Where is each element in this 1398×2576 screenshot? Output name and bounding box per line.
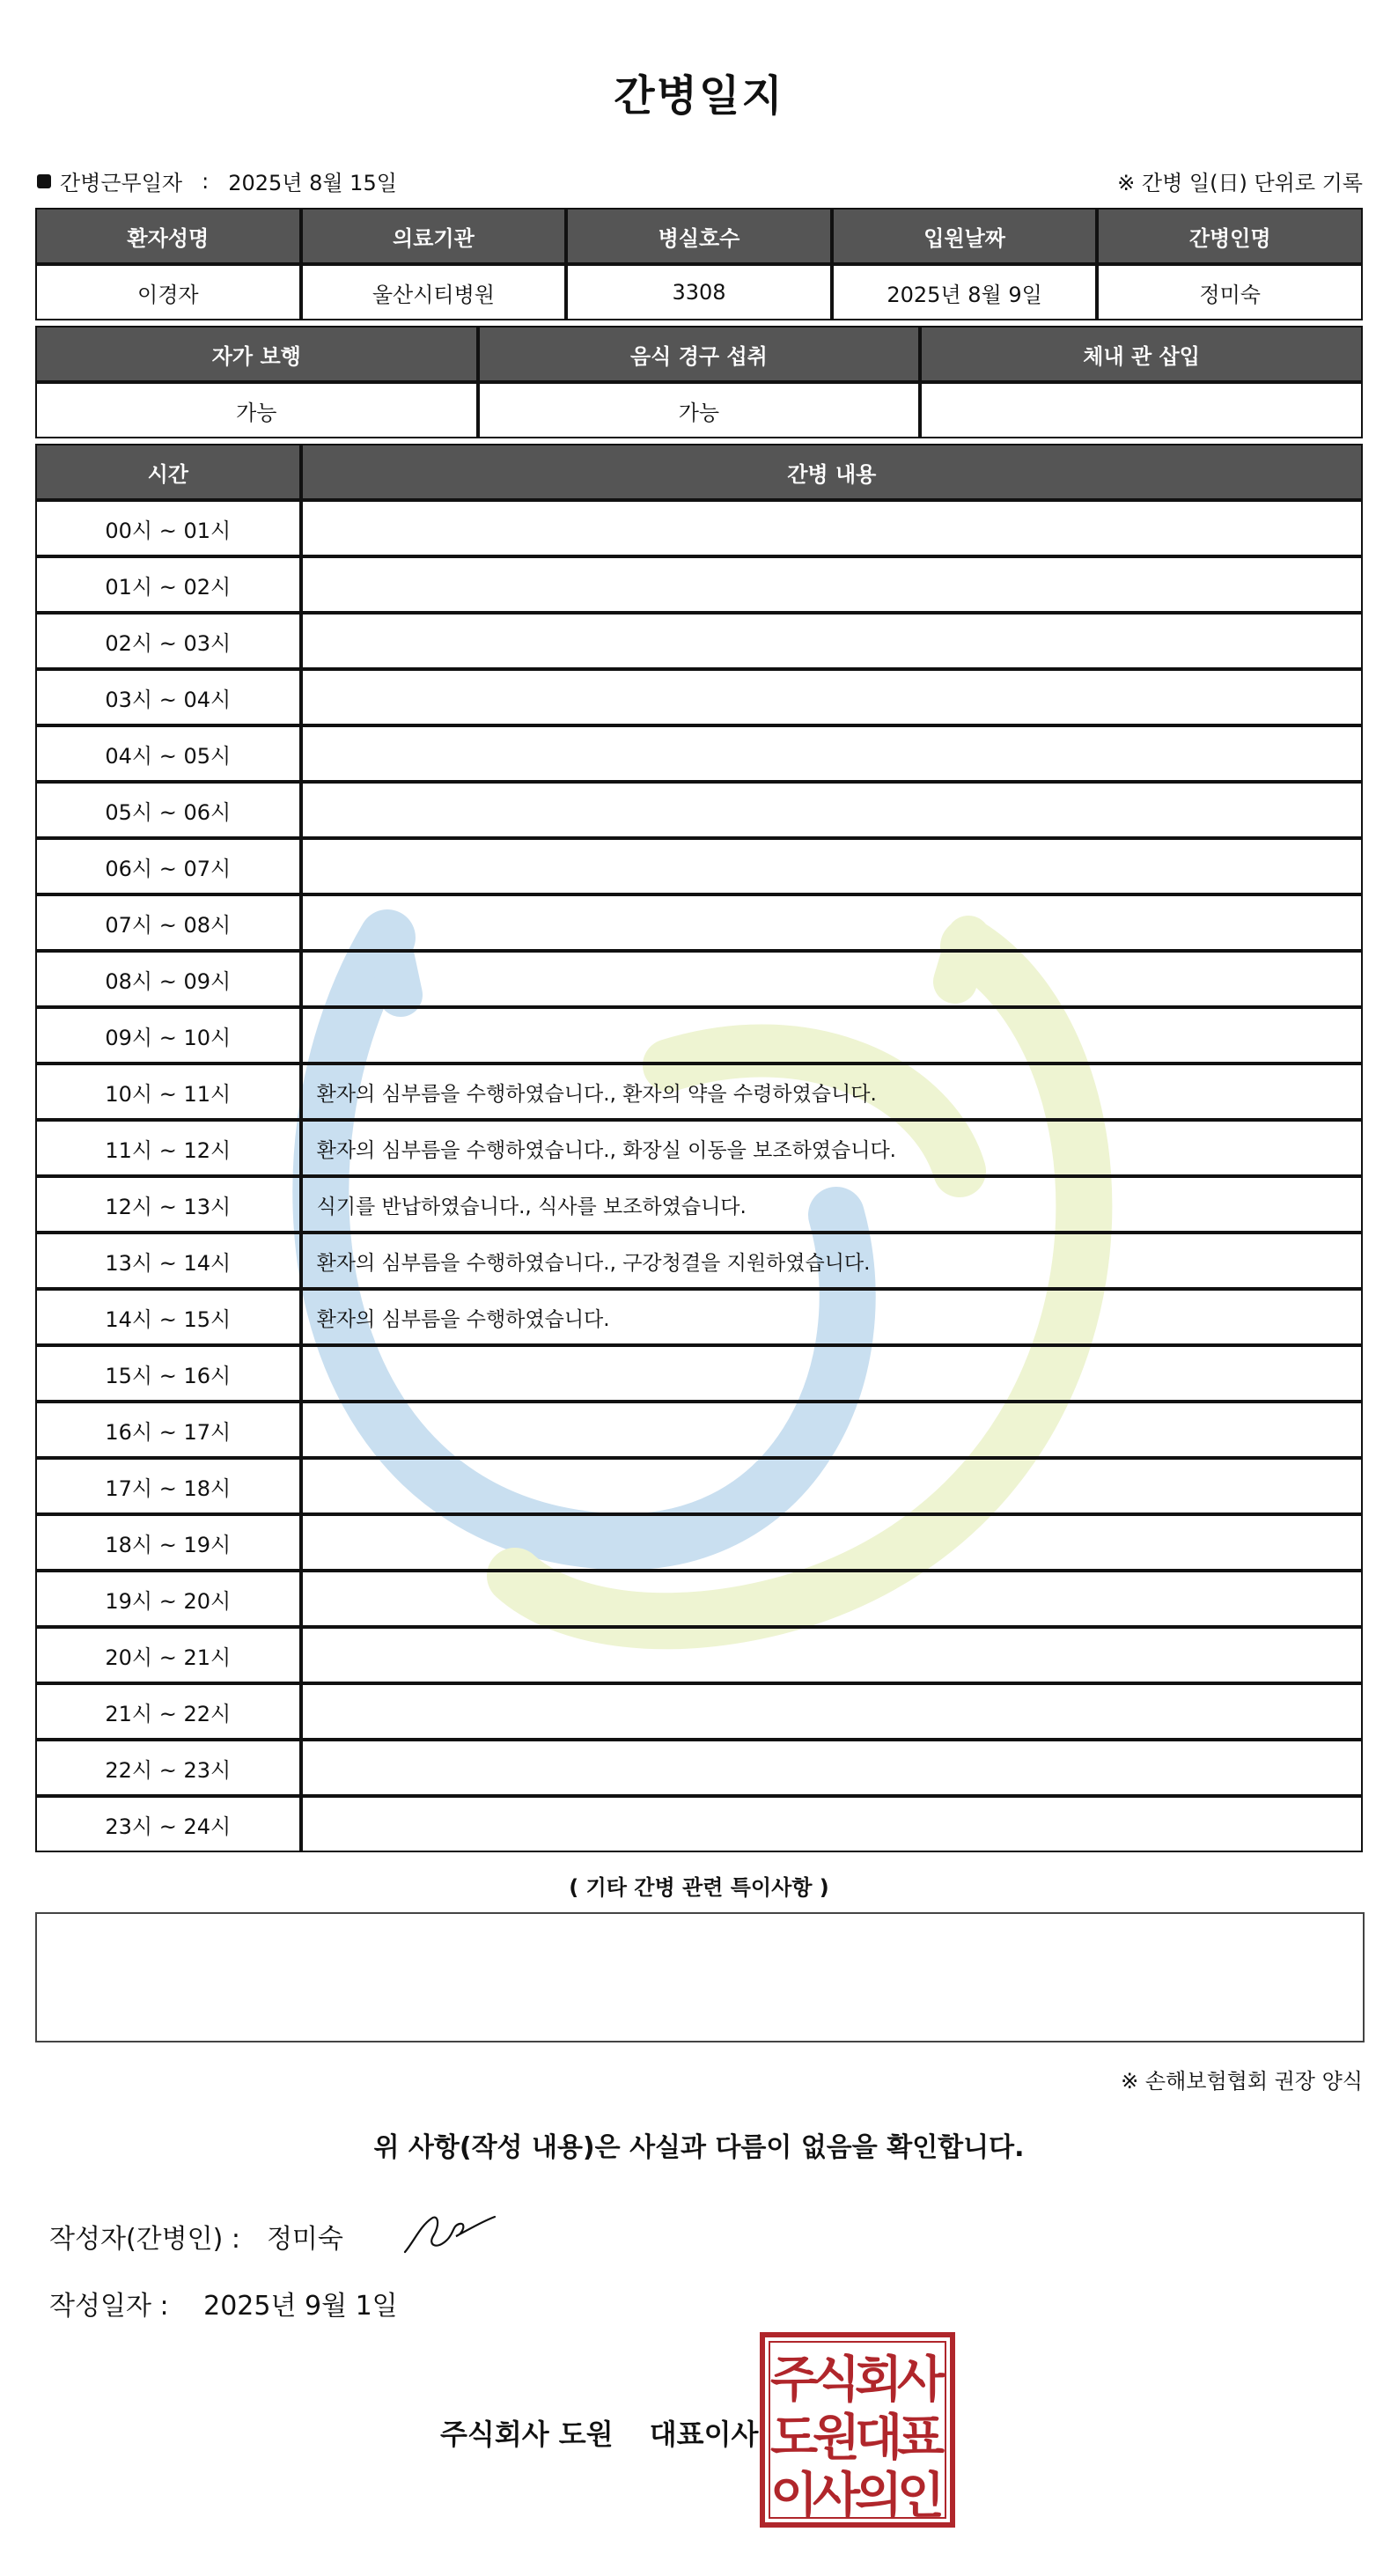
company-role: 대표이사 <box>649 2418 759 2451</box>
time-slot: 10시 ~ 11시 <box>35 1064 301 1120</box>
table-row <box>35 838 1363 894</box>
care-content <box>301 894 1363 951</box>
time-slot: 16시 ~ 17시 <box>35 1402 301 1458</box>
table-row <box>35 1007 1363 1064</box>
table-row <box>35 1120 1363 1176</box>
time-slot: 05시 ~ 06시 <box>35 782 301 838</box>
caregiver-name-value: 정미숙 <box>1097 264 1363 320</box>
table-row <box>35 1233 1363 1289</box>
seal-character: 인 <box>896 2468 945 2525</box>
written-date-label: 작성일자 : <box>49 2291 169 2322</box>
time-slot: 21시 ~ 22시 <box>35 1683 301 1740</box>
table-row <box>35 1740 1363 1796</box>
care-content <box>301 1402 1363 1458</box>
work-date-value: 2025년 8월 15일 <box>228 171 397 195</box>
care-content: 환자의 심부름을 수행하였습니다., 화장실 이동을 보조하였습니다. <box>301 1120 1363 1176</box>
table-row <box>35 725 1363 782</box>
care-content <box>301 500 1363 556</box>
hourly-care-log-body <box>35 500 1363 1852</box>
special-notes-box <box>35 1912 1365 2042</box>
header-patient-name: 환자성명 <box>35 208 301 264</box>
care-content <box>301 1740 1363 1796</box>
care-content <box>301 1345 1363 1402</box>
colon-separator: : <box>202 168 210 194</box>
company-name: 주식회사 도원 <box>440 2418 614 2451</box>
table-row <box>35 894 1363 951</box>
table-row <box>35 1345 1363 1402</box>
table-row <box>35 1571 1363 1627</box>
seal-character: 회 <box>854 2352 903 2409</box>
patient-status-table <box>35 326 1363 438</box>
time-slot: 03시 ~ 04시 <box>35 669 301 725</box>
care-content <box>301 1796 1363 1852</box>
company-signoff <box>440 2412 758 2453</box>
seal-character: 의 <box>854 2468 903 2525</box>
time-slot: 22시 ~ 23시 <box>35 1740 301 1796</box>
time-slot: 17시 ~ 18시 <box>35 1458 301 1514</box>
time-slot: 02시 ~ 03시 <box>35 613 301 669</box>
care-content <box>301 725 1363 782</box>
table-row <box>35 951 1363 1007</box>
table-row <box>35 1514 1363 1571</box>
time-slot: 01시 ~ 02시 <box>35 556 301 613</box>
page-title: 간병일지 <box>614 71 784 121</box>
care-content <box>301 838 1363 894</box>
time-slot: 04시 ~ 05시 <box>35 725 301 782</box>
patient-name-value: 이경자 <box>35 264 301 320</box>
seal-character: 표 <box>896 2410 945 2467</box>
care-content <box>301 1571 1363 1627</box>
care-content <box>301 782 1363 838</box>
time-slot: 19시 ~ 20시 <box>35 1571 301 1627</box>
table-row <box>35 613 1363 669</box>
time-slot: 13시 ~ 14시 <box>35 1233 301 1289</box>
care-content <box>301 1683 1363 1740</box>
time-slot: 11시 ~ 12시 <box>35 1120 301 1176</box>
table-row <box>35 500 1363 556</box>
confirmation-statement: 위 사항(작성 내용)은 사실과 다름이 없음을 확인합니다. <box>373 2132 1025 2163</box>
seal-character: 이 <box>769 2468 819 2525</box>
table-row <box>35 1402 1363 1458</box>
care-content: 환자의 심부름을 수행하였습니다., 환자의 약을 수령하였습니다. <box>301 1064 1363 1120</box>
table-row <box>35 669 1363 725</box>
unit-note: ※ 간병 일(日) 단위로 기록 <box>1117 171 1363 195</box>
writer-label: 작성자(간병인) : <box>49 2224 240 2255</box>
writer-name: 정미숙 <box>266 2224 343 2255</box>
table-row <box>35 1683 1363 1740</box>
care-content: 식기를 반납하였습니다., 식사를 보조하였습니다. <box>301 1176 1363 1233</box>
table-row <box>35 1289 1363 1345</box>
header-hospital: 의료기관 <box>301 208 567 264</box>
tube-insertion-value <box>920 382 1363 438</box>
header-care-content: 간병 내용 <box>301 444 1363 500</box>
header-caregiver-name: 간병인명 <box>1097 208 1363 264</box>
self-walking-value: 가능 <box>35 382 478 438</box>
form-source-note: ※ 손해보험협회 권장 양식 <box>1121 2069 1363 2094</box>
care-content <box>301 613 1363 669</box>
care-content <box>301 1627 1363 1683</box>
time-slot: 20시 ~ 21시 <box>35 1627 301 1683</box>
time-slot: 00시 ~ 01시 <box>35 500 301 556</box>
time-slot: 14시 ~ 15시 <box>35 1289 301 1345</box>
time-slot: 07시 ~ 08시 <box>35 894 301 951</box>
header-tube-insertion: 체내 관 삽입 <box>920 326 1363 382</box>
care-content <box>301 1007 1363 1064</box>
signature-mark <box>401 2206 498 2256</box>
table-row <box>35 782 1363 838</box>
care-content <box>301 1514 1363 1571</box>
work-date-label: 간병근무일자 <box>60 171 183 195</box>
square-bullet-icon <box>37 174 51 188</box>
notes-title: ( 기타 간병 관련 특이사항 ) <box>569 1875 829 1900</box>
time-slot: 12시 ~ 13시 <box>35 1176 301 1233</box>
seal-character: 대 <box>854 2410 903 2467</box>
header-room-number: 병실호수 <box>566 208 832 264</box>
patient-info-table <box>35 208 1363 320</box>
time-slot: 08시 ~ 09시 <box>35 951 301 1007</box>
seal-character: 사 <box>812 2468 861 2525</box>
table-row <box>35 1176 1363 1233</box>
care-content <box>301 951 1363 1007</box>
care-content: 환자의 심부름을 수행하였습니다., 구강청결을 지원하였습니다. <box>301 1233 1363 1289</box>
hospital-value: 울산시티병원 <box>301 264 567 320</box>
table-row <box>35 1627 1363 1683</box>
oral-intake-value: 가능 <box>478 382 921 438</box>
table-row <box>35 1458 1363 1514</box>
time-slot: 06시 ~ 07시 <box>35 838 301 894</box>
header-oral-intake: 음식 경구 섭취 <box>478 326 921 382</box>
seal-character: 도 <box>769 2410 819 2467</box>
table-row <box>35 556 1363 613</box>
header-admission-date: 입원날짜 <box>832 208 1098 264</box>
time-slot: 09시 ~ 10시 <box>35 1007 301 1064</box>
admission-date-value: 2025년 8월 9일 <box>832 264 1098 320</box>
care-content <box>301 669 1363 725</box>
written-date-row <box>49 2284 398 2322</box>
time-slot: 15시 ~ 16시 <box>35 1345 301 1402</box>
header-self-walking: 자가 보행 <box>35 326 478 382</box>
company-seal-stamp <box>759 2331 956 2528</box>
writer-row <box>49 2217 343 2256</box>
seal-character: 원 <box>812 2410 861 2467</box>
work-date-row <box>37 166 397 196</box>
time-slot: 23시 ~ 24시 <box>35 1796 301 1852</box>
room-number-value: 3308 <box>566 264 832 320</box>
header-time: 시간 <box>35 444 301 500</box>
table-row <box>35 1064 1363 1120</box>
care-content: 환자의 심부름을 수행하였습니다. <box>301 1289 1363 1345</box>
seal-character: 사 <box>896 2352 945 2409</box>
seal-character: 주 <box>769 2352 819 2409</box>
hourly-care-log-table <box>35 444 1363 1852</box>
written-date-value: 2025년 9월 1일 <box>203 2291 398 2322</box>
time-slot: 18시 ~ 19시 <box>35 1514 301 1571</box>
table-row <box>35 1796 1363 1852</box>
seal-character: 식 <box>812 2352 861 2409</box>
care-content <box>301 1458 1363 1514</box>
care-content <box>301 556 1363 613</box>
